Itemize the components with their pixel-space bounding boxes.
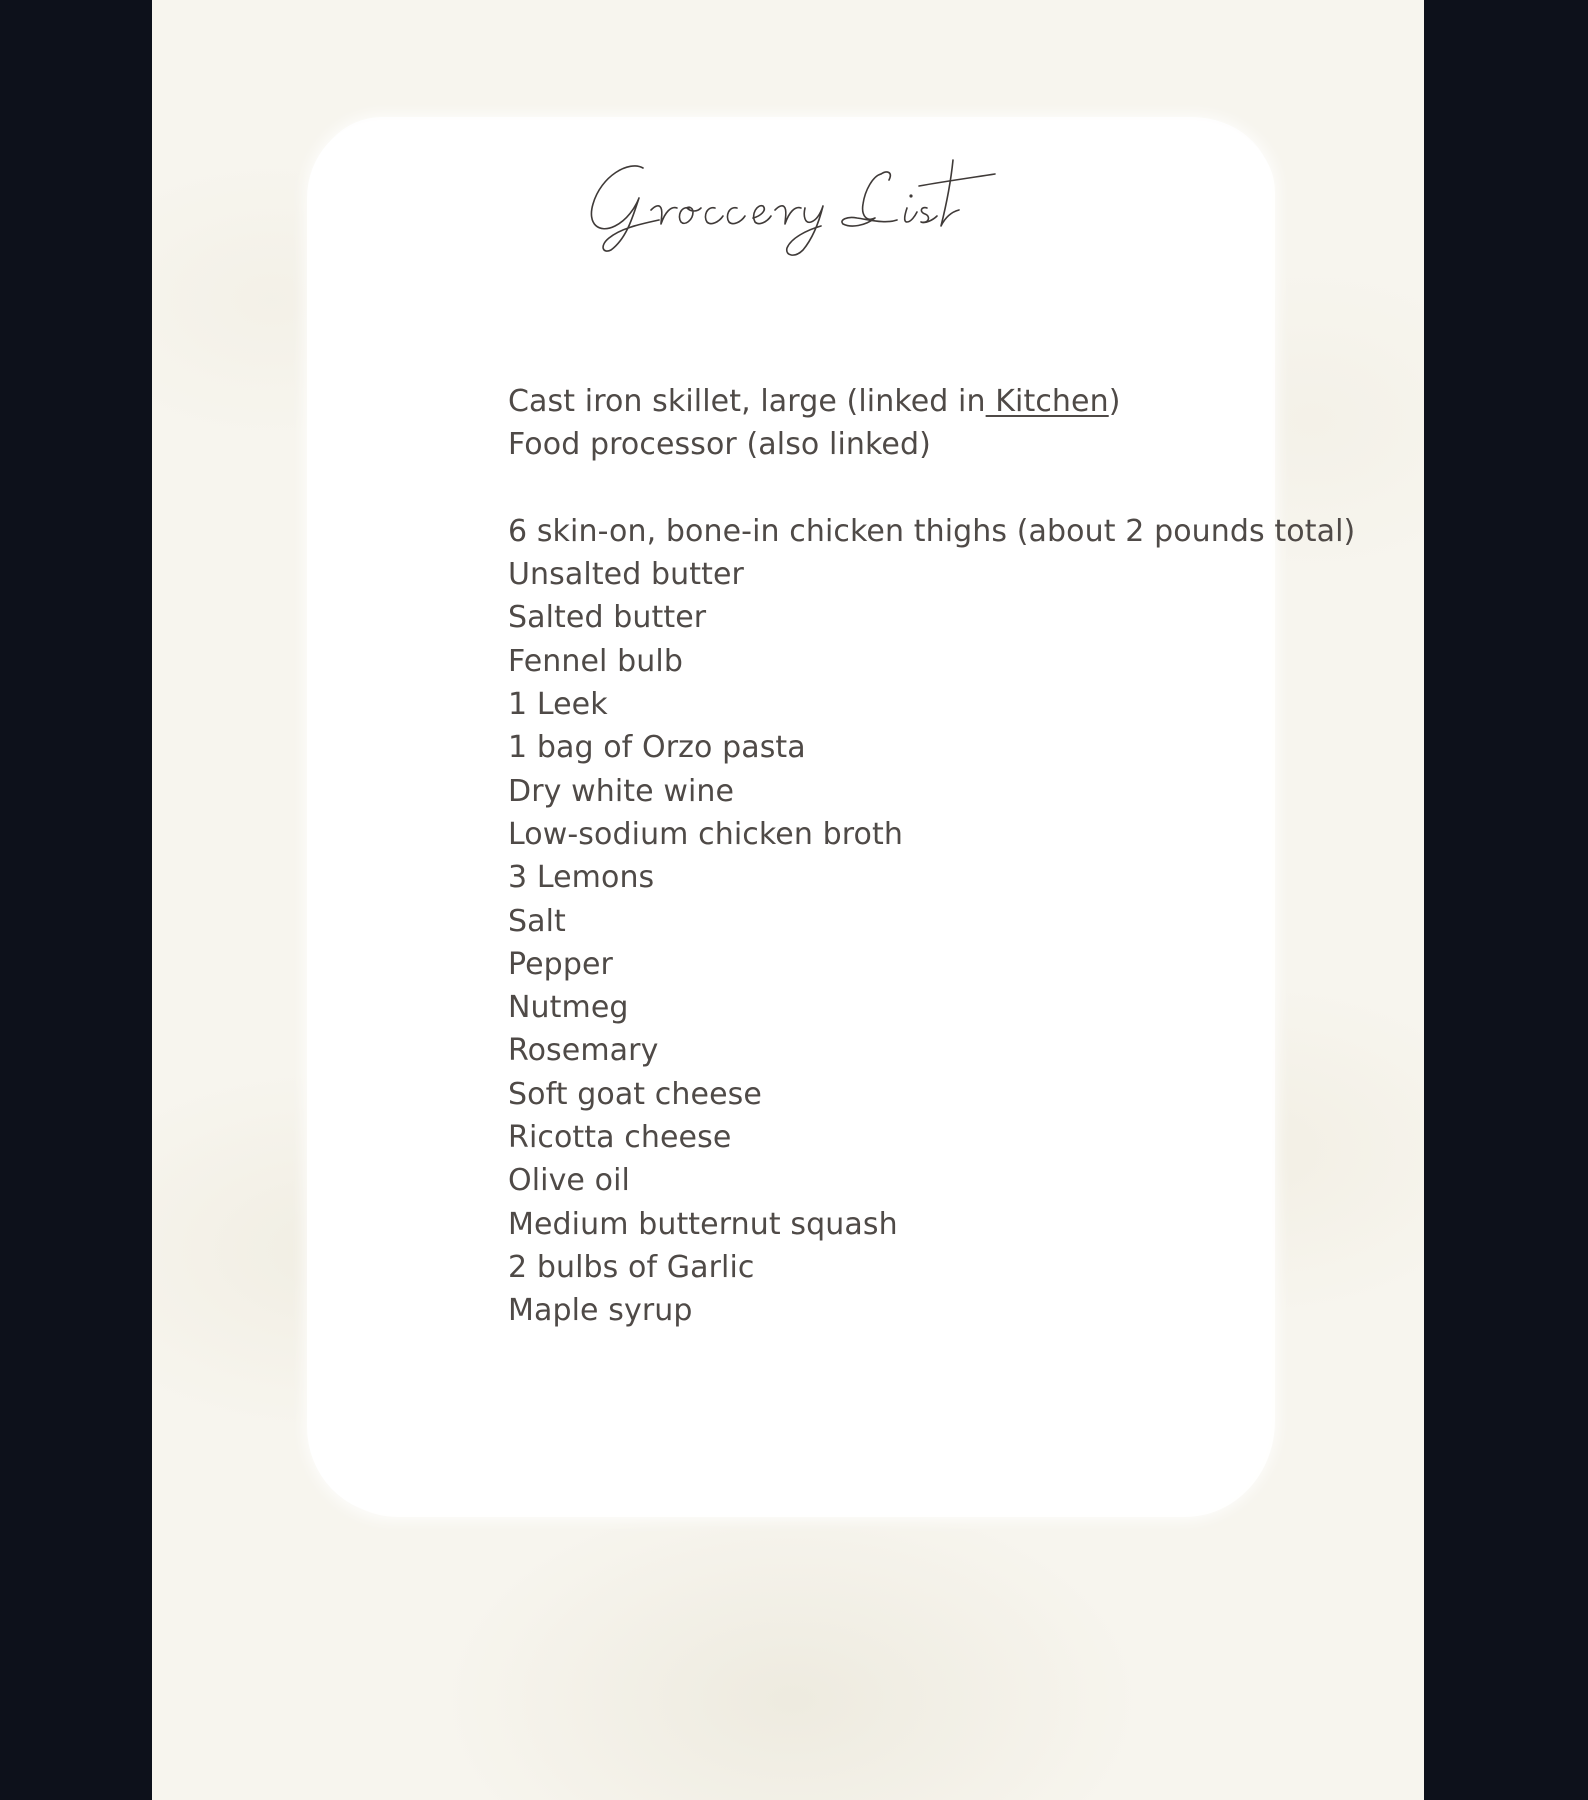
list-item: 1 Leek: [508, 687, 608, 723]
grocery-card: [310, 120, 1356, 1515]
grocery-list: [508, 380, 1355, 1333]
list-item: Unsalted butter: [508, 557, 744, 593]
list-item: Maple syrup: [508, 1293, 693, 1329]
page: [152, 0, 1424, 1800]
list-item: 6 skin-on, bone-in chicken thighs (about 2 pounds total): [508, 513, 1356, 549]
list-item: Nutmeg: [508, 990, 629, 1026]
list-item: Low-sodium chicken broth: [508, 816, 903, 852]
list-item: 2 bulbs of Garlic: [508, 1249, 755, 1285]
list-item: Salt: [508, 903, 566, 939]
list-item: Rosemary: [508, 1033, 659, 1069]
skillet-text: Cast iron skillet, large (linked in: [508, 384, 986, 419]
list-item-processor: Food processor (also linked): [508, 427, 931, 463]
list-item-skillet: [508, 380, 1355, 423]
skillet-text-end: ): [1108, 384, 1121, 419]
list-item: Pepper: [508, 946, 613, 982]
grocery-list-script-title: [581, 146, 1001, 256]
page-title: [310, 146, 1272, 266]
list-item: 3 Lemons: [508, 860, 655, 896]
list-item: Ricotta cheese: [508, 1120, 732, 1156]
list-item: Salted butter: [508, 600, 707, 636]
list-item: Soft goat cheese: [508, 1076, 762, 1112]
list-item: Olive oil: [508, 1163, 630, 1199]
list-item: 1 bag of Orzo pasta: [508, 730, 806, 766]
list-item: Fennel bulb: [508, 643, 683, 679]
kitchen-link[interactable]: Kitchen: [985, 384, 1109, 419]
list-spacer: [508, 467, 1355, 510]
list-item: Dry white wine: [508, 773, 735, 809]
list-item: Medium butternut squash: [508, 1206, 898, 1242]
